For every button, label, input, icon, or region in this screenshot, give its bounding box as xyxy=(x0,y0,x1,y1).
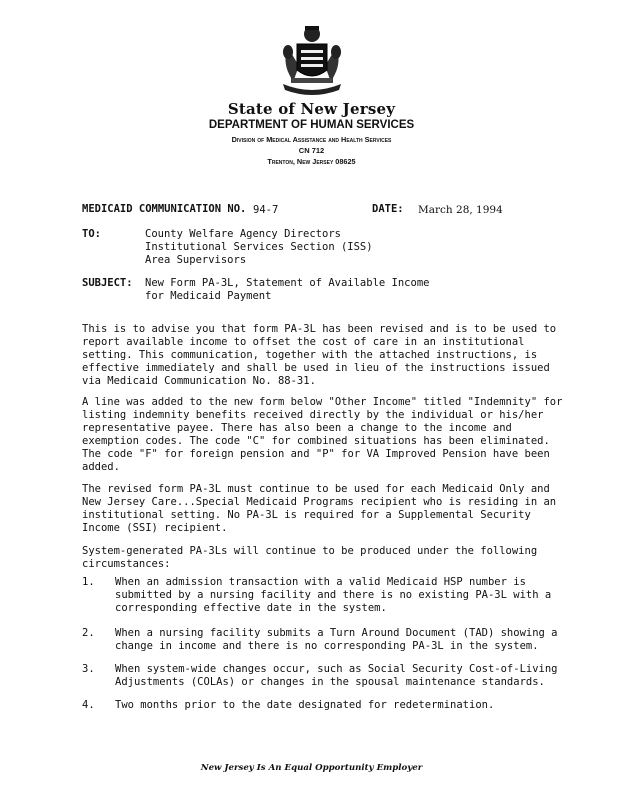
date-label: DATE: xyxy=(372,203,404,215)
text-line: The code "F" for foreign pension and "P" for VA Improved Pension have been xyxy=(82,448,550,460)
text-line: New Jersey Care...Special Medicaid Programs recipient who is residing in an xyxy=(82,496,557,508)
text-line: submitted by a nursing facility and there is no existing PA-3L with a xyxy=(115,589,552,601)
list-text xyxy=(115,576,595,615)
text-line: The revised form PA-3L must continue to be used for each Medicaid Only and xyxy=(82,483,550,495)
list-number: 3. xyxy=(82,663,95,675)
communication-number: 94-7 xyxy=(253,204,279,216)
list-text xyxy=(115,663,595,689)
text-line: corresponding effective date in the system. xyxy=(115,602,387,614)
text-line: This is to advise you that form PA-3L has been revised and is to be used to xyxy=(82,323,557,335)
text-line: added. xyxy=(82,461,120,473)
paragraph-revision-notice xyxy=(82,323,582,388)
to-label: TO: xyxy=(82,228,101,240)
text-line: via Medicaid Communication No. 88-31. xyxy=(82,375,316,387)
paragraph-revised-form-usage xyxy=(82,483,582,535)
text-line: listing indemnity benefits received directly by the individual or his/her xyxy=(82,409,544,421)
to-recipients xyxy=(145,228,373,267)
text-line: exemption codes. The code "C" for combined situations has been eliminated. xyxy=(82,435,550,447)
cn-number: CN 712 xyxy=(298,146,325,155)
text-line: A line was added to the new form below "Other Income" titled "Indemnity" for xyxy=(82,396,563,408)
city-address: Trenton, New Jersey 08625 xyxy=(267,157,356,166)
date-value: March 28, 1994 xyxy=(418,204,503,216)
text-line: Income (SSI) recipient. xyxy=(82,522,228,534)
list-text xyxy=(115,627,595,653)
division-name: Division of Medical Assistance and Health Services xyxy=(231,135,392,144)
paragraph-indemnity-line xyxy=(82,396,582,474)
text-line: System-generated PA-3Ls will continue to be produced under the following xyxy=(82,545,538,557)
text-line: representative payee. There has also been a change to the income and xyxy=(82,422,512,434)
text-line: When system-wide changes occur, such as Social Security Cost-of-Living xyxy=(115,663,558,675)
to-line: Institutional Services Section (ISS) xyxy=(145,241,373,253)
footer-equal-opportunity: New Jersey Is An Equal Opportunity Employer xyxy=(200,763,423,773)
text-line: setting. This communication, together with the attached instructions, is xyxy=(82,349,538,361)
text-line: When an admission transaction with a valid Medicaid HSP number is xyxy=(115,576,526,588)
text-line: report available income to offset the cost of care in an institutional xyxy=(82,336,525,348)
list-number: 1. xyxy=(82,576,95,588)
state-title: State of New Jersey xyxy=(227,100,396,118)
subject-line: New Form PA-3L, Statement of Available Income xyxy=(145,277,430,289)
text-line: institutional setting. No PA-3L is required for a Supplemental Security xyxy=(82,509,531,521)
department-name: DEPARTMENT OF HUMAN SERVICES xyxy=(208,119,415,131)
text-line: change in income and there is no corresponding PA-3L in the system. xyxy=(115,640,539,652)
list-number: 2. xyxy=(82,627,95,639)
subject-label: SUBJECT: xyxy=(82,277,133,289)
text-line: Adjustments (COLAs) or changes in the spousal maintenance standards. xyxy=(115,676,545,688)
subject-line: for Medicaid Payment xyxy=(145,290,272,302)
paragraph-system-generated xyxy=(82,545,582,571)
to-line: County Welfare Agency Directors xyxy=(145,228,341,240)
subject-text xyxy=(145,277,429,303)
list-number: 4. xyxy=(82,699,95,711)
state-seal-icon xyxy=(277,22,347,98)
text-line: When a nursing facility submits a Turn Around Document (TAD) showing a xyxy=(115,627,558,639)
text-line: circumstances: xyxy=(82,558,171,570)
text-line: effective immediately and shall be used in lieu of the instructions issued xyxy=(82,362,550,374)
communication-label: MEDICAID COMMUNICATION NO. xyxy=(82,203,247,215)
to-line: Area Supervisors xyxy=(145,254,247,266)
list-text xyxy=(115,699,595,712)
text-line: Two months prior to the date designated for redetermination. xyxy=(115,699,495,711)
